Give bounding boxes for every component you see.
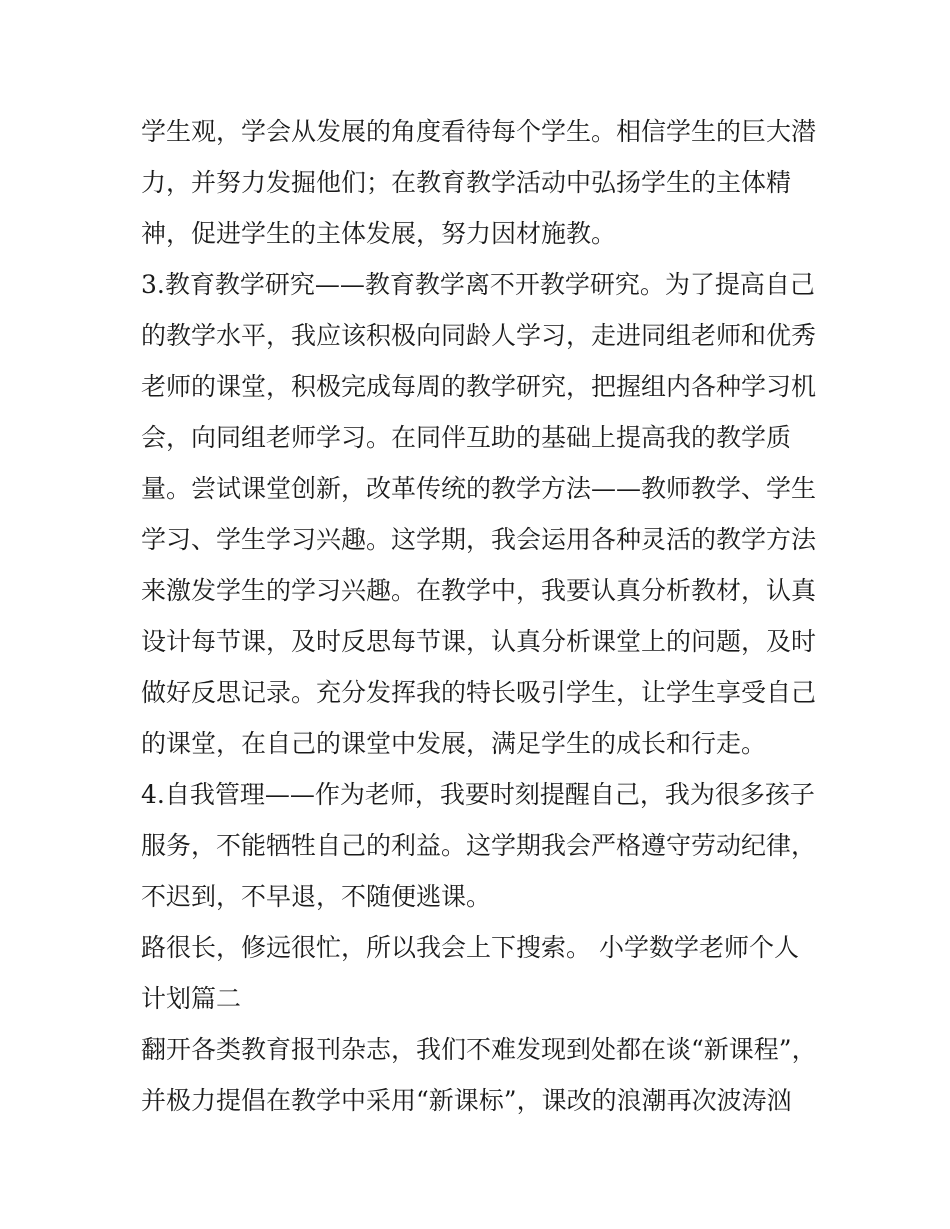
text-line: 的教学水平，我应该积极向同龄人学习，走进同组老师和优秀 — [141, 321, 817, 350]
text-line: 老师的课堂，积极完成每周的教学研究，把握组内各种学习机 — [141, 372, 817, 401]
text-line: 来激发学生的学习兴趣。在教学中，我要认真分析教材，认真 — [141, 576, 817, 605]
text-line: 做好反思记录。充分发挥我的特长吸引学生，让学生享受自己 — [141, 678, 817, 707]
text-line: 神，促进学生的主体发展，努力因材施教。 — [141, 219, 617, 248]
text-line: 3.教育教学研究——教育教学离不开教学研究。为了提高自己 — [141, 270, 815, 299]
text-line: 服务，不能牺牲自己的利益。这学期我会严格遵守劳动纪律， — [141, 831, 817, 860]
text-line: 翻开各类教育报刊杂志，我们不难发现到处都在谈“新课程”， — [141, 1035, 817, 1064]
text-line: 力，并努力发掘他们；在教育教学活动中弘扬学生的主体精 — [141, 168, 792, 197]
text-line: 量。尝试课堂创新，改革传统的教学方法——教师教学、学生 — [141, 474, 817, 503]
body-text — [141, 106, 821, 1126]
text-line: 4.自我管理——作为老师，我要时刻提醒自己，我为很多孩子 — [141, 780, 815, 809]
text-line: 路很长，修远很忙，所以我会上下搜索。 小学数学老师个人 — [141, 933, 799, 962]
text-line: 不迟到，不早退，不随便逃课。 — [141, 882, 492, 911]
text-line: 并极力提倡在教学中采用“新课标”，课改的浪潮再次波涛汹 — [141, 1086, 792, 1115]
text-line: 学生观，学会从发展的角度看待每个学生。相信学生的巨大潜 — [141, 117, 817, 146]
text-line: 设计每节课，及时反思每节课，认真分析课堂上的问题，及时 — [141, 627, 817, 656]
text-line: 的课堂，在自己的课堂中发展，满足学生的成长和行走。 — [141, 729, 767, 758]
text-line: 学习、学生学习兴趣。这学期，我会运用各种灵活的教学方法 — [141, 525, 817, 554]
text-line: 计划篇二 — [141, 984, 242, 1013]
text-line: 会，向同组老师学习。在同伴互助的基础上提高我的教学质 — [141, 423, 792, 452]
